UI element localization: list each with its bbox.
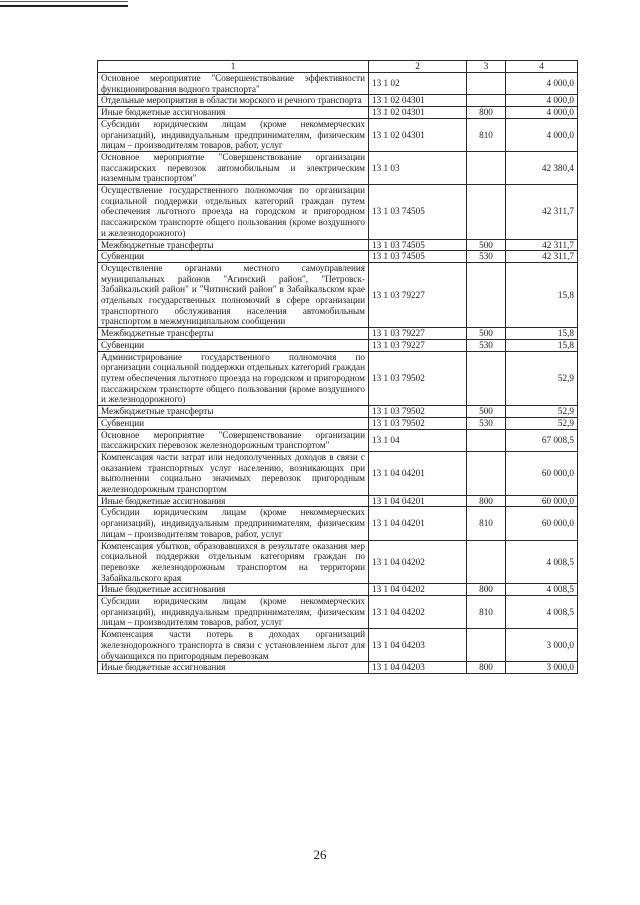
table-row [98,540,578,584]
row-sum-cell: 4 000,0 [506,118,578,151]
row-type-cell [467,95,506,107]
column-header-name: 1 [98,61,369,73]
row-type-cell: 500 [467,239,506,251]
row-code-cell: 13 1 03 74505 [369,239,467,251]
table-row [98,239,578,251]
row-code-cell: 13 1 03 79227 [369,262,467,327]
table-row [98,262,578,327]
row-name-cell: Администрирование государственного полномочия по организации социальной поддержки отдельных категорий граждан путем обеспечения льготного проезда на городском и пригородном пассажирском транспорте общего пользования (кроме воздушного и железнодорожного) [98,351,369,406]
row-code-cell: 13 1 04 04202 [369,596,467,629]
row-code-cell: 13 1 03 79502 [369,406,467,418]
row-name-cell: Межбюджетные трансферты [98,406,369,418]
row-name-cell: Иные бюджетные ассигнования [98,662,369,674]
row-sum-cell: 52,9 [506,406,578,418]
row-code-cell: 13 1 04 [369,429,467,451]
table-row [98,328,578,340]
row-type-cell [467,73,506,95]
row-sum-cell: 15,8 [506,328,578,340]
table-row [98,495,578,507]
row-name-cell: Отдельные мероприятия в области морского и речного транспорта [98,95,369,107]
table-row [98,662,578,674]
row-name-cell: Иные бюджетные ассигнования [98,584,369,596]
row-name-cell: Основное мероприятие "Совершенствование организации пассажирских перевозок железнодорожным транспортом" [98,429,369,451]
row-name-cell: Субвенции [98,417,369,429]
row-sum-cell: 60 000,0 [506,507,578,540]
row-type-cell [467,629,506,662]
row-code-cell: 13 1 04 04203 [369,629,467,662]
row-sum-cell: 15,8 [506,262,578,327]
row-name-cell: Субвенции [98,339,369,351]
table-row [98,118,578,151]
table-row [98,507,578,540]
row-code-cell: 13 1 03 79502 [369,351,467,406]
table-row [98,185,578,240]
table-row [98,451,578,495]
row-sum-cell: 42 311,7 [506,239,578,251]
row-sum-cell: 52,9 [506,351,578,406]
row-sum-cell: 60 000,0 [506,451,578,495]
row-type-cell: 800 [467,584,506,596]
row-sum-cell: 42 311,7 [506,185,578,240]
row-name-cell: Субсидии юридическим лицам (кроме некоммерческих организаций), индивидуальным предпринимателям, физическим лицам – производителям товаров, работ, услуг [98,596,369,629]
table-row [98,251,578,263]
row-code-cell: 13 1 02 04301 [369,107,467,119]
row-type-cell [467,451,506,495]
page-number: 26 [313,847,327,862]
row-name-cell: Межбюджетные трансферты [98,239,369,251]
table-row [98,406,578,418]
row-name-cell: Иные бюджетные ассигнования [98,495,369,507]
row-name-cell: Субсидии юридическим лицам (кроме некоммерческих организаций), индивидуальным предпринимателям, физическим лицам – производителям товаров, работ, услуг [98,118,369,151]
row-code-cell: 13 1 04 04202 [369,540,467,584]
table-row [98,151,578,184]
row-code-cell: 13 1 04 04201 [369,507,467,540]
row-sum-cell: 60 000,0 [506,495,578,507]
row-code-cell: 13 1 04 04202 [369,584,467,596]
row-name-cell: Основное мероприятие "Совершенствование организации пассажирских перевозок автомобильным и электрическим наземным транспортом" [98,151,369,184]
row-sum-cell: 3 000,0 [506,629,578,662]
row-sum-cell: 3 000,0 [506,662,578,674]
row-type-cell: 500 [467,406,506,418]
row-type-cell [467,429,506,451]
row-code-cell: 13 1 04 04201 [369,451,467,495]
row-code-cell: 13 1 04 04203 [369,662,467,674]
row-sum-cell: 4 000,0 [506,107,578,119]
row-type-cell: 530 [467,339,506,351]
row-name-cell: Компенсация части затрат или недополученных доходов в связи с оказанием транспортных услуг населению, возникающих при выполнении социально значимых перевозок пригородным железнодорожным транспортом [98,451,369,495]
row-type-cell [467,185,506,240]
row-name-cell: Иные бюджетные ассигнования [98,107,369,119]
column-header-sum: 4 [506,61,578,73]
row-code-cell: 13 1 03 79227 [369,339,467,351]
row-sum-cell: 4 008,5 [506,584,578,596]
table-header-row [98,61,578,73]
table-row [98,339,578,351]
row-type-cell: 500 [467,328,506,340]
row-sum-cell: 42 311,7 [506,251,578,263]
scan-corner-mark [0,5,128,7]
row-name-cell: Компенсация убытков, образовавшихся в результате оказания мер социальной поддержки отдельным категориям граждан по перевозке железнодорожным транспортом на территории Забайкальского края [98,540,369,584]
row-type-cell: 810 [467,507,506,540]
row-type-cell [467,262,506,327]
row-sum-cell: 4 008,5 [506,596,578,629]
table-row [98,73,578,95]
row-sum-cell: 4 000,0 [506,73,578,95]
row-code-cell: 13 1 02 04301 [369,95,467,107]
row-name-cell: Субвенции [98,251,369,263]
row-code-cell: 13 1 04 04201 [369,495,467,507]
row-type-cell: 810 [467,596,506,629]
table-row [98,429,578,451]
table-row [98,629,578,662]
table-body [98,73,578,674]
row-type-cell: 800 [467,107,506,119]
row-code-cell: 13 1 03 74505 [369,251,467,263]
row-sum-cell: 52,9 [506,417,578,429]
row-type-cell [467,540,506,584]
row-sum-cell: 4 000,0 [506,95,578,107]
table-row [98,95,578,107]
table-row [98,107,578,119]
row-sum-cell: 4 008,5 [506,540,578,584]
row-type-cell: 530 [467,251,506,263]
row-code-cell: 13 1 02 [369,73,467,95]
row-code-cell: 13 1 03 [369,151,467,184]
row-type-cell [467,351,506,406]
table-row [98,596,578,629]
row-name-cell: Субсидии юридическим лицам (кроме некоммерческих организаций), индивидуальным предпринимателям, физическим лицам – производителям товаров, работ, услуг [98,507,369,540]
row-name-cell: Осуществление органами местного самоуправления муниципальных районов "Агинский район", "Петровск-Забайкальский район" и "Читинский район" в Забайкальском крае отдельных государственных полномочий в сфере организации транспортного обслуживания населения автомобильным транспортом в межмуниципальном сообщении [98,262,369,327]
table-row [98,351,578,406]
row-type-cell [467,151,506,184]
row-name-cell: Основное мероприятие "Совершенствование эффективности функционирования водного транспорта" [98,73,369,95]
scan-edge-line [0,1,128,2]
row-code-cell: 13 1 03 74505 [369,185,467,240]
row-name-cell: Компенсация части потерь в доходах организаций железнодорожного транспорта в связи с установлением льгот для обучающихся по пригородным перевозкам [98,629,369,662]
column-header-type: 3 [467,61,506,73]
table-row [98,584,578,596]
column-header-code: 2 [369,61,467,73]
row-type-cell: 810 [467,118,506,151]
row-name-cell: Осуществление государственного полномочия по организации социальной поддержки отдельных категорий граждан путем обеспечения льготного проезда на городском и пригородном пассажирском транспорте общего пользования (кроме воздушного и железнодорожного) [98,185,369,240]
row-sum-cell: 15,8 [506,339,578,351]
row-code-cell: 13 1 03 79502 [369,417,467,429]
table-row [98,417,578,429]
row-type-cell: 800 [467,495,506,507]
row-type-cell: 800 [467,662,506,674]
row-sum-cell: 42 380,4 [506,151,578,184]
row-name-cell: Межбюджетные трансферты [98,328,369,340]
row-code-cell: 13 1 02 04301 [369,118,467,151]
row-type-cell: 530 [467,417,506,429]
row-sum-cell: 67 008,5 [506,429,578,451]
row-code-cell: 13 1 03 79227 [369,328,467,340]
budget-table [97,60,578,674]
